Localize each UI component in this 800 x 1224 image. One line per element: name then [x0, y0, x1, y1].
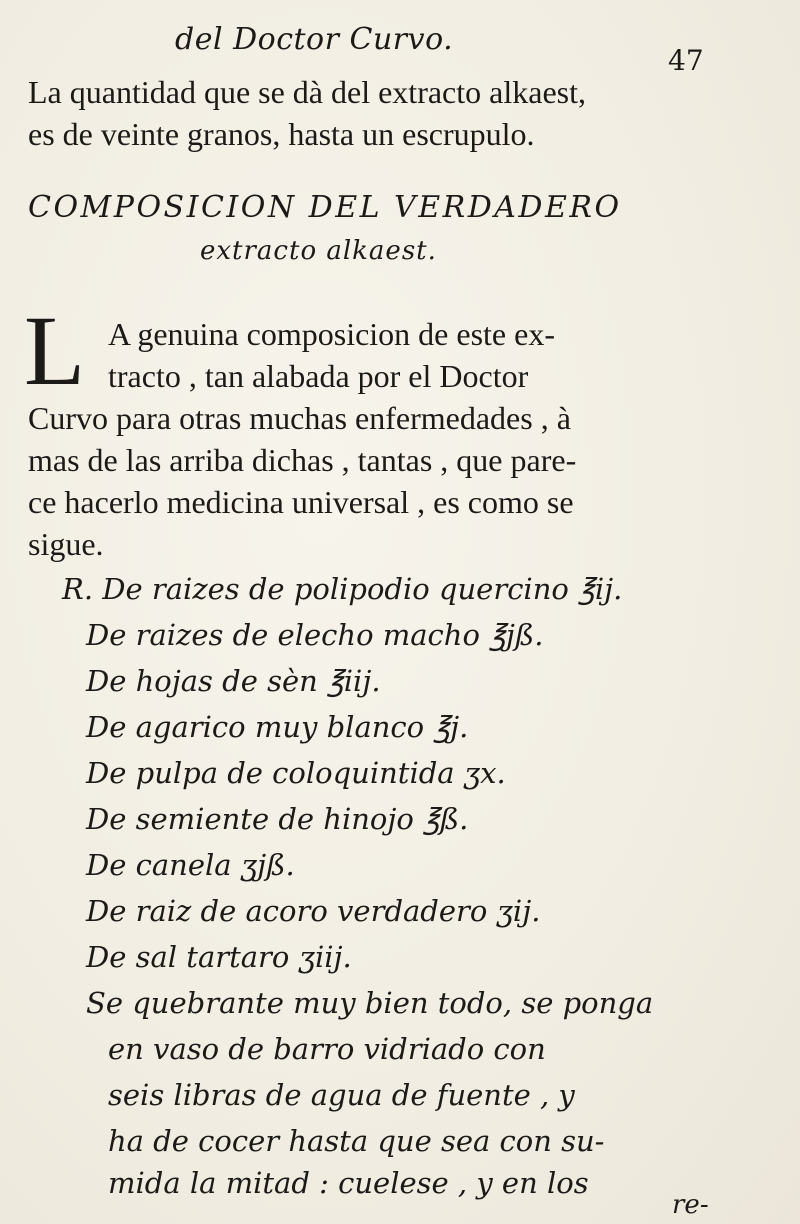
intro-line: es de veinte granos, hasta un escrupulo. [28, 116, 535, 152]
catchword: re- [672, 1190, 709, 1220]
page-number: 47 [668, 44, 704, 77]
recipe-line: en vaso de barro vidriado con [108, 1032, 546, 1066]
recipe-line: De raiz de acoro verdadero ʒij. [86, 894, 541, 928]
body-line: mas de las arriba dichas , tantas , que pare- [28, 442, 577, 478]
section-heading: COMPOSICION DEL VERDADERO [28, 190, 622, 225]
recipe-line: mida la mitad : cuelese , y en los [108, 1166, 589, 1200]
recipe-line: De sal tartaro ʒiij. [86, 940, 352, 974]
recipe-line: De canela ʒjß. [86, 848, 295, 882]
recipe-line: De hojas de sèn ℥iij. [86, 664, 381, 698]
section-subheading: extracto alkaest. [200, 236, 437, 266]
body-line: tracto , tan alabada por el Doctor [108, 358, 529, 394]
body-line: A genuina composicion de este ex- [108, 316, 555, 352]
body-line: sigue. [28, 526, 104, 562]
recipe-line: seis libras de agua de fuente , y [108, 1078, 575, 1112]
recipe-line: ha de cocer hasta que sea con su- [108, 1124, 605, 1158]
body-line: Curvo para otras muchas enfermedades , à [28, 400, 571, 436]
recipe-line: R. De raizes de polipodio quercino ℥ij. [62, 572, 623, 606]
recipe-line: Se quebrante muy bien todo, se ponga [86, 986, 654, 1020]
body-line: ce hacerlo medicina universal , es como se [28, 484, 574, 520]
running-head: del Doctor Curvo. [175, 22, 454, 57]
recipe-line: De raizes de elecho macho ℥jß. [86, 618, 544, 652]
recipe-line: De pulpa de coloquintida ʒx. [86, 756, 506, 790]
intro-line: La quantidad que se dà del extracto alkaest, [28, 74, 586, 110]
recipe-line: De agarico muy blanco ℥j. [86, 710, 469, 744]
drop-cap: L [24, 295, 86, 406]
recipe-line: De semiente de hinojo ℥ß. [86, 802, 469, 836]
